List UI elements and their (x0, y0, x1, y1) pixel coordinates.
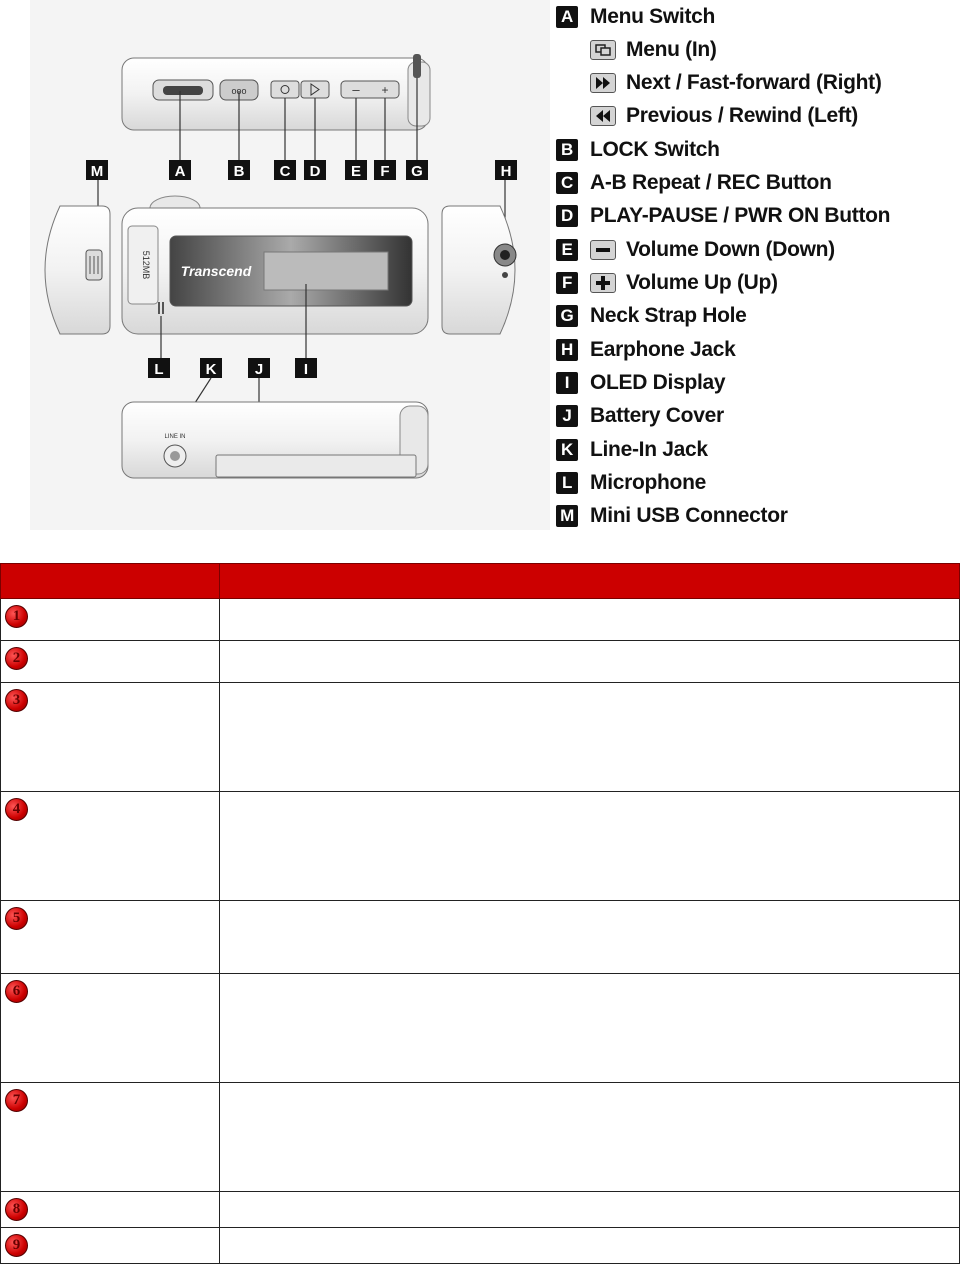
table-cell (220, 1192, 960, 1228)
row-number-badge: 7 (5, 1089, 28, 1112)
callout-i: I (303, 361, 309, 378)
table-row (1, 1192, 960, 1228)
row-number-badge: 5 (5, 907, 28, 930)
legend-letter: K (556, 439, 578, 461)
legend-letter: M (556, 505, 578, 527)
menu-in-icon (590, 40, 616, 60)
legend-letter: L (556, 472, 578, 494)
legend-letter: H (556, 339, 578, 361)
legend-label: Neck Strap Hole (590, 304, 747, 327)
row-number-badge: 8 (5, 1198, 28, 1221)
legend-label: Earphone Jack (590, 338, 736, 361)
function-table (0, 563, 960, 1264)
legend-item-a (556, 2, 715, 32)
table-row (1, 792, 960, 901)
callout-k: K (205, 361, 217, 378)
row-number-badge: 2 (5, 647, 28, 670)
table-row (1, 683, 960, 792)
right-side-view (442, 206, 516, 334)
legend-item-d (556, 201, 890, 231)
legend-label: Volume Down (Down) (626, 238, 835, 261)
fast-forward-icon (590, 73, 616, 93)
table-row (1, 974, 960, 1083)
legend-item-f (556, 268, 778, 298)
table-row (1, 1228, 960, 1264)
legend-label: Previous / Rewind (Left) (626, 104, 858, 127)
front-view (122, 196, 428, 334)
legend-item-rewind (590, 101, 858, 131)
legend-item-k (556, 435, 708, 465)
legend-letter: I (556, 372, 578, 394)
legend-item-c (556, 168, 832, 198)
callout-b: B (233, 163, 245, 180)
legend-item-l (556, 468, 706, 498)
legend-item-m (556, 501, 788, 531)
table-cell (220, 792, 960, 901)
left-side-view (45, 206, 110, 334)
top-view (122, 54, 430, 130)
legend-item-menu-in (590, 35, 717, 65)
table-header-cell (1, 564, 220, 599)
legend-item-j (556, 401, 724, 431)
row-number-badge: 1 (5, 605, 28, 628)
table-row (1, 1083, 960, 1192)
player-illustration (30, 0, 550, 530)
minus-icon (590, 240, 616, 260)
callout-d: D (309, 163, 321, 180)
bottom-view (122, 402, 428, 478)
device-diagram (30, 0, 550, 530)
row-number-badge: 3 (5, 689, 28, 712)
capacity-label: 512MB (141, 250, 151, 280)
callout-f: F (380, 163, 390, 180)
legend-item-b (556, 135, 720, 165)
legend-label: Line-In Jack (590, 438, 708, 461)
svg-text:+: + (381, 83, 389, 97)
device-figure (0, 0, 960, 560)
legend-item-h (556, 335, 736, 365)
rewind-icon (590, 106, 616, 126)
table-row (1, 641, 960, 683)
legend-label: A-B Repeat / REC Button (590, 171, 832, 194)
table-header (1, 564, 960, 599)
table-cell (220, 599, 960, 641)
table-row (1, 599, 960, 641)
callout-h: H (500, 163, 512, 180)
legend-label: LOCK Switch (590, 138, 720, 161)
row-number-badge: 9 (5, 1234, 28, 1257)
legend-item-fast-forward (590, 68, 882, 98)
table-cell (220, 901, 960, 974)
callout-l: L (154, 361, 164, 378)
legend-letter: C (556, 172, 578, 194)
legend-label: PLAY-PAUSE / PWR ON Button (590, 204, 891, 227)
table-row (1, 901, 960, 974)
table-cell (220, 683, 960, 792)
callout-a: A (174, 163, 186, 180)
line-in-label: LINE IN (164, 434, 186, 440)
legend-label: Battery Cover (590, 404, 724, 427)
legend-letter: E (556, 239, 578, 261)
row-number-badge: 6 (5, 980, 28, 1003)
table-cell (220, 1228, 960, 1264)
plus-icon (590, 273, 616, 293)
callout-m: M (90, 163, 104, 180)
legend-letter: D (556, 205, 578, 227)
legend-item-g (556, 301, 747, 331)
legend-letter: B (556, 139, 578, 161)
table-cell (220, 1083, 960, 1192)
callout-c: C (279, 163, 291, 180)
legend-label: Menu Switch (590, 5, 716, 28)
legend-item-i (556, 368, 725, 398)
legend-label: Menu (In) (626, 38, 717, 61)
legend-item-e (556, 235, 835, 265)
callout-e: E (350, 163, 362, 180)
legend-letter: A (556, 6, 578, 28)
brand-logo: Transcend (180, 263, 252, 279)
legend-letter: J (556, 405, 578, 427)
callout-g: G (411, 163, 423, 180)
row-number-badge: 4 (5, 798, 28, 821)
table-header-cell (220, 564, 960, 599)
legend-letter: F (556, 272, 578, 294)
svg-text:ooo: ooo (231, 86, 247, 96)
table-cell (220, 974, 960, 1083)
legend-label: Volume Up (Up) (626, 271, 778, 294)
svg-text:–: – (352, 82, 360, 97)
legend-label: OLED Display (590, 371, 726, 394)
callout-j: J (254, 361, 264, 378)
legend-letter: G (556, 305, 578, 327)
legend-label: Mini USB Connector (590, 504, 788, 527)
table-cell (220, 641, 960, 683)
legend-label: Next / Fast-forward (Right) (626, 71, 882, 94)
legend-label: Microphone (590, 471, 706, 494)
